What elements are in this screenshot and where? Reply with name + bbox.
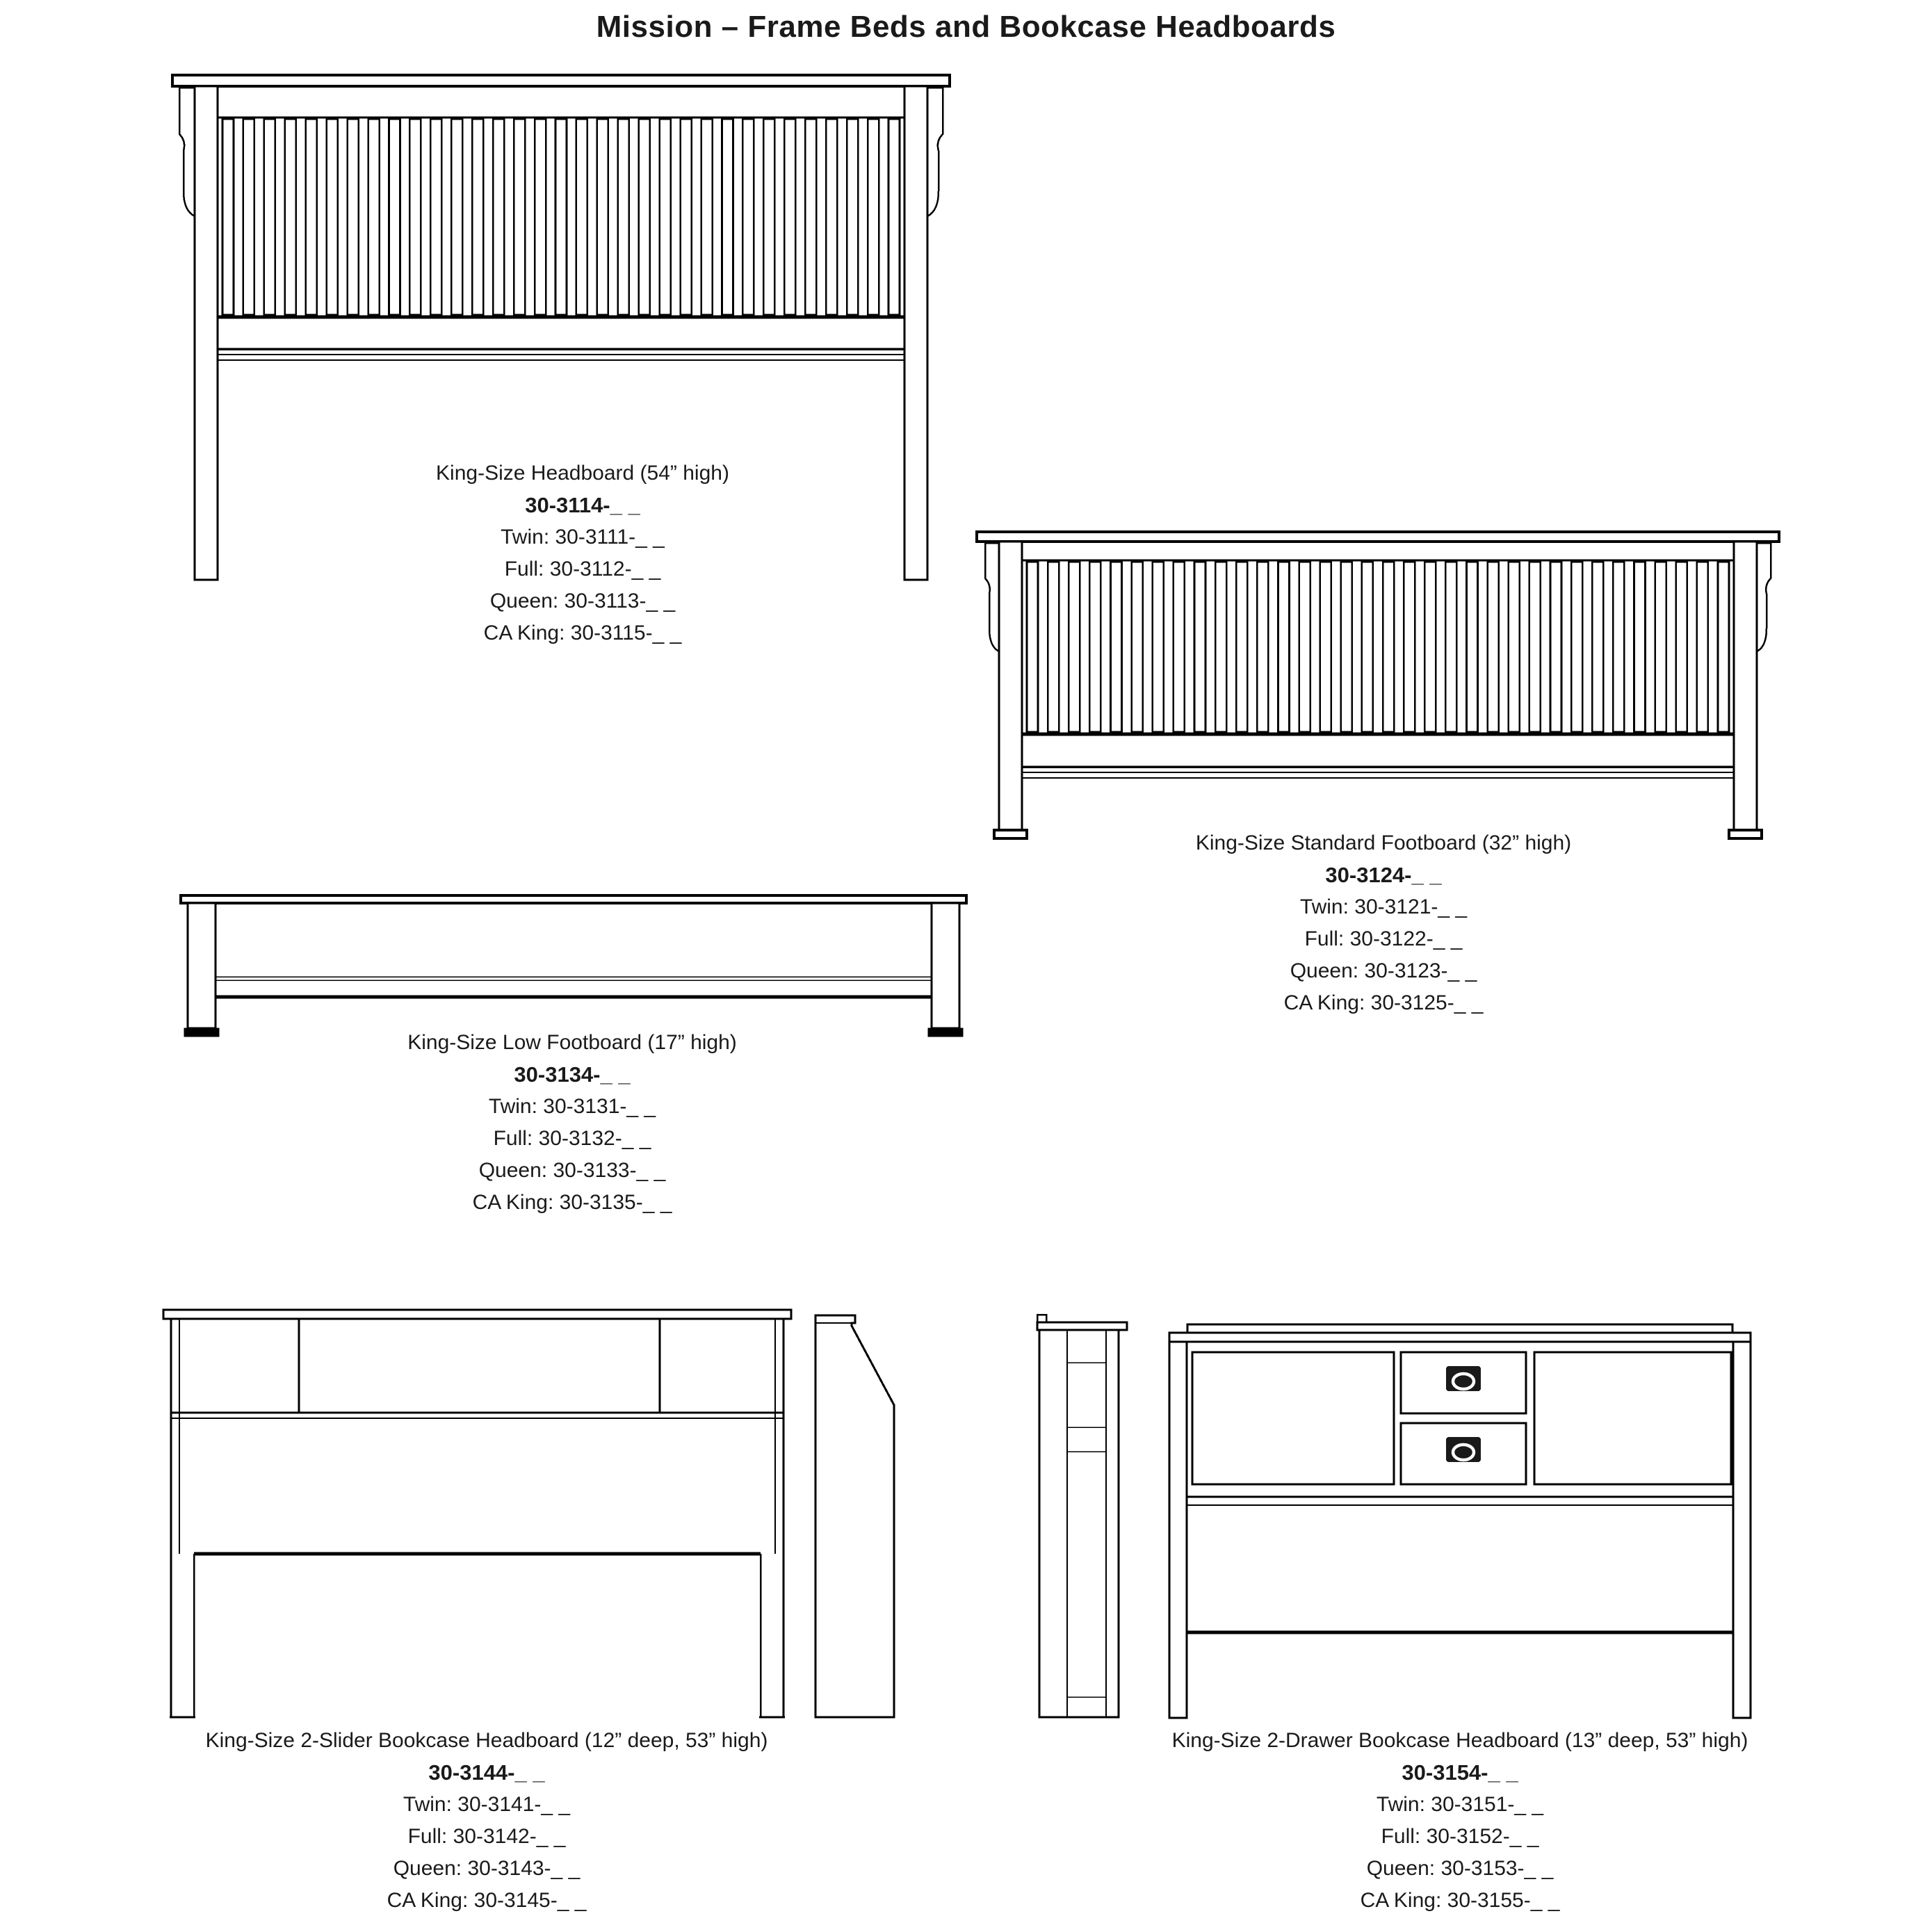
slat xyxy=(1676,562,1687,732)
spec-king-2-drawer-bookcase-headboard xyxy=(1112,1725,1808,1917)
king-2-drawer-bookcase-headboard-side-drawing xyxy=(1036,1314,1130,1719)
slat xyxy=(868,119,879,315)
product-code: 30-3154-_ _ xyxy=(1402,1760,1518,1785)
slat xyxy=(847,119,858,315)
slat xyxy=(1215,562,1226,732)
slat xyxy=(1718,562,1729,732)
slat xyxy=(1299,562,1310,732)
slat xyxy=(639,119,650,315)
slat xyxy=(722,119,733,315)
slat xyxy=(1445,562,1456,732)
slat xyxy=(742,119,754,315)
slat xyxy=(1404,562,1415,732)
slats xyxy=(1027,562,1729,732)
king-2-slider-bookcase-headboard-front-drawing xyxy=(162,1308,793,1719)
page-title: Mission – Frame Beds and Bookcase Headboards xyxy=(596,10,1336,44)
slat xyxy=(285,119,296,315)
product-size-twin: Twin: 30-3131-_ _ xyxy=(488,1095,656,1118)
product-code: 30-3144-_ _ xyxy=(428,1760,545,1785)
spec-king-low-footboard xyxy=(225,1027,920,1219)
product-code: 30-3114-_ _ xyxy=(525,493,640,517)
cap-rail xyxy=(163,1310,791,1319)
left-post xyxy=(1169,1342,1187,1718)
slat xyxy=(1111,562,1122,732)
right-compartment xyxy=(1534,1352,1731,1484)
slat xyxy=(1153,562,1164,732)
slat xyxy=(327,119,338,315)
left-corbel xyxy=(179,88,195,216)
right-corbel xyxy=(927,88,943,216)
right-post xyxy=(1734,542,1757,830)
side-profile xyxy=(815,1315,894,1717)
product-size-twin: Twin: 30-3141-_ _ xyxy=(403,1793,571,1816)
bottom-drawer-pull-icon xyxy=(1446,1437,1481,1462)
product-size-ca-king: CA King: 30-3125-_ _ xyxy=(1283,991,1484,1014)
slat xyxy=(1174,562,1185,732)
slat xyxy=(472,119,483,315)
product-size-queen: Queen: 30-3143-_ _ xyxy=(393,1857,581,1880)
king-2-drawer-bookcase-headboard-front-drawing xyxy=(1168,1323,1752,1719)
product-size-queen: Queen: 30-3133-_ _ xyxy=(478,1159,666,1182)
spec-king-2-slider-bookcase-headboard xyxy=(139,1725,834,1917)
slat xyxy=(1467,562,1478,732)
product-title: King-Size 2-Slider Bookcase Headboard (12” deep, 53” high) xyxy=(205,1729,768,1752)
slat xyxy=(1069,562,1080,732)
slat xyxy=(1027,562,1038,732)
slat xyxy=(1592,562,1603,732)
slat xyxy=(1278,562,1290,732)
product-title: King-Size Standard Footboard (32” high) xyxy=(1195,831,1572,854)
right-corbel xyxy=(1757,543,1771,651)
product-size-twin: Twin: 30-3151-_ _ xyxy=(1376,1793,1544,1816)
slat xyxy=(888,119,900,315)
slat xyxy=(1362,562,1373,732)
right-foot xyxy=(928,1028,963,1037)
slat xyxy=(1655,562,1666,732)
product-title: King-Size Low Footboard (17” high) xyxy=(407,1031,737,1054)
product-title: King-Size Headboard (54” high) xyxy=(436,462,729,485)
slat xyxy=(348,119,359,315)
product-size-ca-king: CA King: 30-3115-_ _ xyxy=(483,622,682,644)
left-foot xyxy=(184,1028,219,1037)
product-size-twin: Twin: 30-3111-_ _ xyxy=(501,526,665,549)
slats xyxy=(222,119,900,315)
slat xyxy=(409,119,421,315)
king-2-slider-bookcase-headboard-side-drawing xyxy=(813,1311,906,1719)
slat xyxy=(1089,562,1101,732)
slat xyxy=(597,119,608,315)
product-size-queen: Queen: 30-3123-_ _ xyxy=(1290,959,1477,982)
slat xyxy=(222,119,234,315)
slat xyxy=(1341,562,1352,732)
slat xyxy=(1488,562,1499,732)
cap-rail xyxy=(977,532,1779,542)
slat xyxy=(1320,562,1331,732)
slat xyxy=(1236,562,1247,732)
slat xyxy=(430,119,441,315)
slat xyxy=(1048,562,1059,732)
slat xyxy=(368,119,380,315)
slat xyxy=(1132,562,1143,732)
product-size-full: Full: 30-3142-_ _ xyxy=(407,1825,566,1848)
slat xyxy=(243,119,254,315)
right-foot xyxy=(1729,830,1762,838)
cap-rail xyxy=(181,895,966,903)
slat xyxy=(784,119,795,315)
product-size-full: Full: 30-3132-_ _ xyxy=(493,1127,651,1150)
slat xyxy=(555,119,567,315)
slat xyxy=(1634,562,1646,732)
slat xyxy=(1509,562,1520,732)
slat xyxy=(389,119,400,315)
cap-rail xyxy=(172,75,950,86)
spec-king-headboard xyxy=(235,457,930,649)
slat xyxy=(826,119,837,315)
left-post xyxy=(188,903,216,1028)
product-size-ca-king: CA King: 30-3155-_ _ xyxy=(1360,1889,1560,1912)
slat xyxy=(576,119,587,315)
product-size-twin: Twin: 30-3121-_ _ xyxy=(1299,895,1468,918)
slat xyxy=(701,119,713,315)
left-foot xyxy=(994,830,1027,838)
slat xyxy=(763,119,774,315)
slat xyxy=(451,119,462,315)
slat xyxy=(493,119,504,315)
slat xyxy=(1613,562,1624,732)
slat xyxy=(1550,562,1561,732)
left-compartment xyxy=(1192,1352,1394,1484)
slat xyxy=(1697,562,1708,732)
product-size-queen: Queen: 30-3153-_ _ xyxy=(1366,1857,1554,1880)
slat xyxy=(1383,562,1394,732)
slat xyxy=(1257,562,1268,732)
slat xyxy=(681,119,692,315)
product-code: 30-3124-_ _ xyxy=(1325,863,1442,887)
product-size-ca-king: CA King: 30-3145-_ _ xyxy=(387,1889,587,1912)
cap-tab xyxy=(1037,1315,1046,1322)
spec-king-standard-footboard xyxy=(1036,827,1731,1019)
product-size-full: Full: 30-3122-_ _ xyxy=(1304,927,1463,950)
slat xyxy=(618,119,629,315)
slat xyxy=(1194,562,1206,732)
top-drawer-pull-icon xyxy=(1446,1366,1481,1391)
slat xyxy=(1424,562,1436,732)
king-standard-footboard-drawing xyxy=(975,530,1780,840)
cap-lower-rail xyxy=(1169,1333,1751,1342)
product-title: King-Size 2-Drawer Bookcase Headboard (13” deep, 53” high) xyxy=(1171,1729,1748,1752)
slat xyxy=(660,119,671,315)
left-post xyxy=(999,542,1022,830)
king-low-footboard-drawing xyxy=(179,893,968,1038)
slat xyxy=(264,119,275,315)
left-post xyxy=(195,86,218,580)
product-code: 30-3134-_ _ xyxy=(514,1062,631,1087)
cap-rail xyxy=(1037,1322,1127,1330)
slat xyxy=(1529,562,1541,732)
cap-top-rail xyxy=(1187,1324,1732,1333)
product-size-ca-king: CA King: 30-3135-_ _ xyxy=(472,1191,672,1214)
slat xyxy=(535,119,546,315)
product-size-full: Full: 30-3112-_ _ xyxy=(504,558,661,581)
left-corbel xyxy=(985,543,999,651)
right-post xyxy=(1733,1342,1751,1718)
product-size-queen: Queen: 30-3113-_ _ xyxy=(489,590,676,612)
slat xyxy=(805,119,816,315)
slat xyxy=(1571,562,1582,732)
slat xyxy=(514,119,525,315)
product-size-full: Full: 30-3152-_ _ xyxy=(1381,1825,1539,1848)
slat xyxy=(306,119,317,315)
right-post xyxy=(932,903,959,1028)
